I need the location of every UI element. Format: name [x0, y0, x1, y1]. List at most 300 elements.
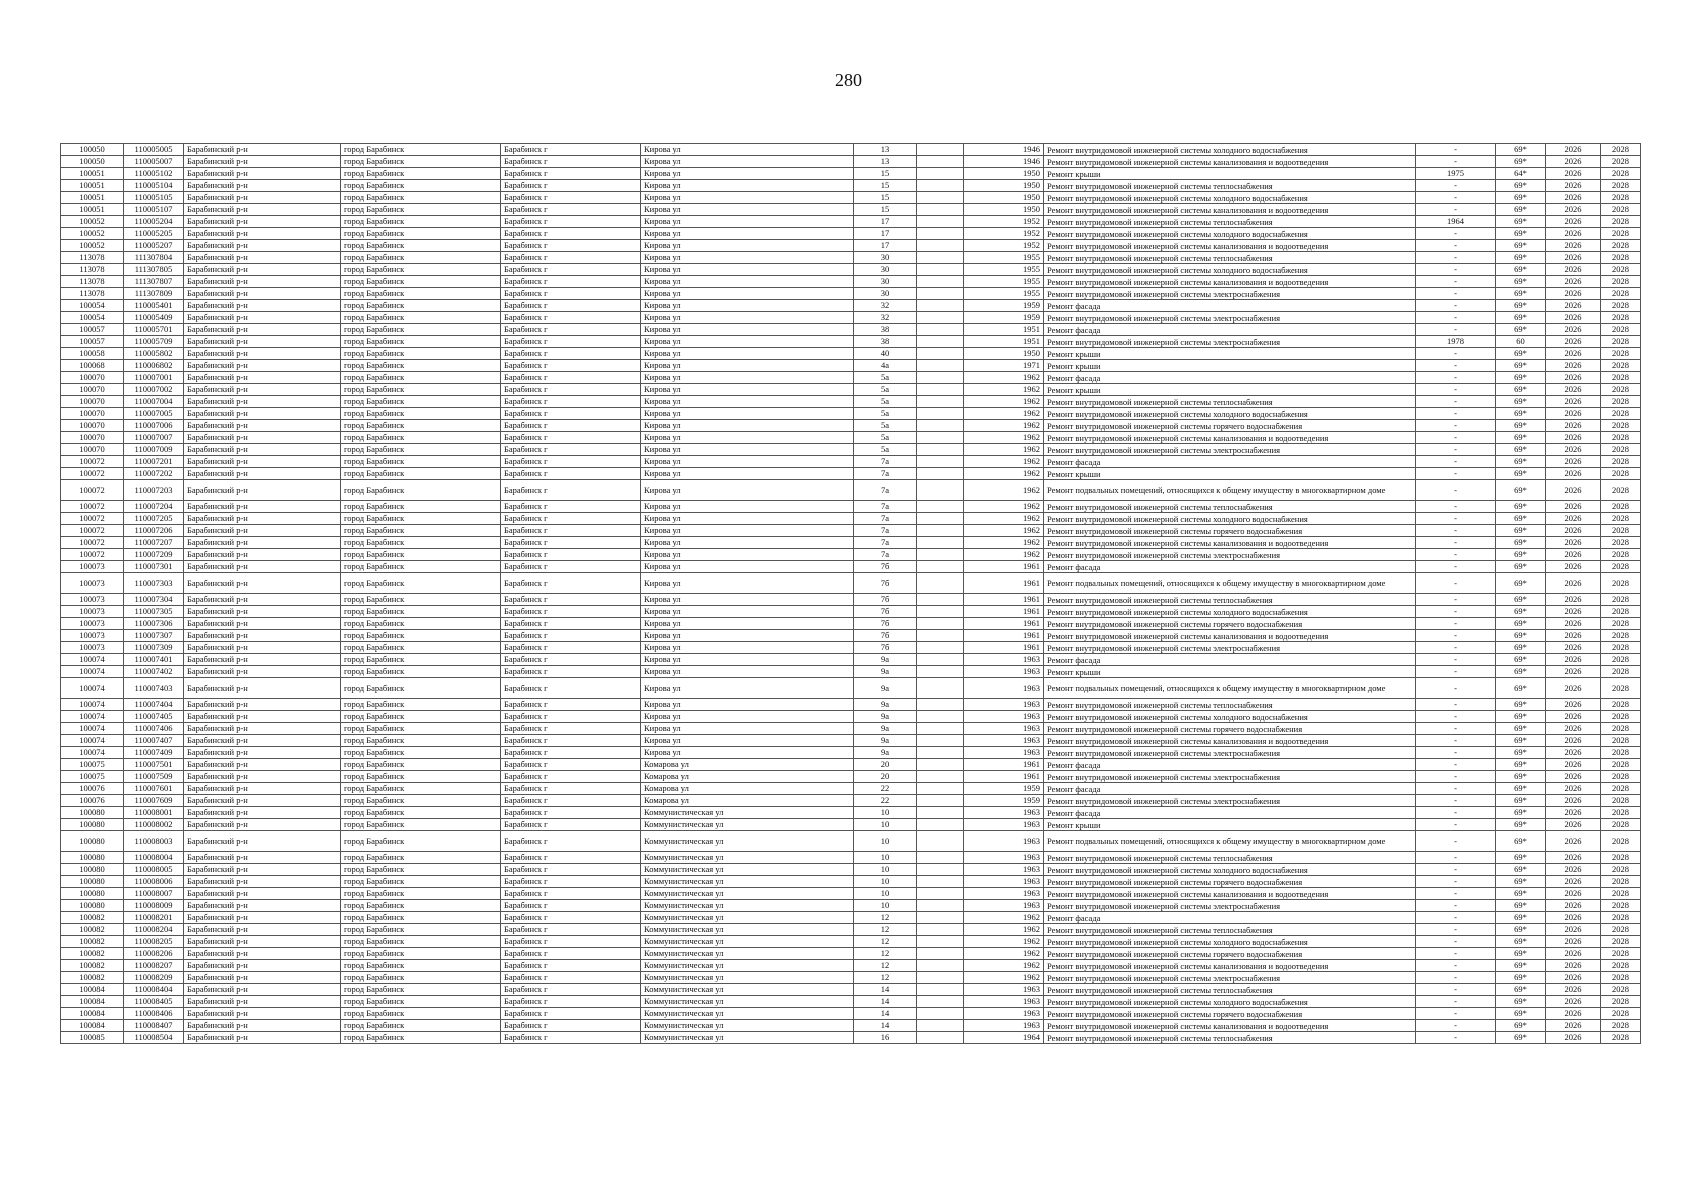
cell-street: Кирова ул — [641, 324, 854, 336]
cell-house-number: 7б — [854, 573, 917, 594]
cell-year-built: 1961 — [964, 606, 1044, 618]
cell-settlement: Барабинск г — [501, 642, 641, 654]
cell-building — [917, 618, 964, 630]
cell-plan-end-year: 2028 — [1601, 900, 1641, 912]
cell-house-id: 100082 — [61, 948, 124, 960]
cell-municipality: город Барабинск — [341, 480, 501, 501]
cell-house-number: 15 — [854, 192, 917, 204]
cell-work-id: 110005007 — [124, 156, 184, 168]
cell-last-repair-year: - — [1416, 513, 1496, 525]
cell-settlement: Барабинск г — [501, 420, 641, 432]
cell-wear-percent: 69* — [1496, 876, 1546, 888]
cell-municipality: город Барабинск — [341, 783, 501, 795]
cell-street: Кирова ул — [641, 456, 854, 468]
cell-plan-end-year: 2028 — [1601, 984, 1641, 996]
cell-work-type: Ремонт внутридомовой инженерной системы горячего водоснабжения — [1044, 525, 1416, 537]
cell-year-built: 1963 — [964, 666, 1044, 678]
cell-settlement: Барабинск г — [501, 888, 641, 900]
cell-work-id: 110007509 — [124, 771, 184, 783]
cell-district: Барабинский р-н — [184, 228, 341, 240]
cell-plan-end-year: 2028 — [1601, 807, 1641, 819]
cell-plan-end-year: 2028 — [1601, 771, 1641, 783]
cell-settlement: Барабинск г — [501, 771, 641, 783]
cell-street: Кирова ул — [641, 525, 854, 537]
cell-last-repair-year: - — [1416, 1020, 1496, 1032]
cell-wear-percent: 69* — [1496, 996, 1546, 1008]
cell-work-id: 110006802 — [124, 360, 184, 372]
cell-building — [917, 372, 964, 384]
capital-repair-table — [60, 143, 1641, 1044]
cell-wear-percent: 69* — [1496, 348, 1546, 360]
table-row — [61, 336, 1641, 348]
cell-year-built: 1952 — [964, 216, 1044, 228]
cell-wear-percent: 69* — [1496, 960, 1546, 972]
cell-district: Барабинский р-н — [184, 420, 341, 432]
cell-building — [917, 678, 964, 699]
cell-district: Барабинский р-н — [184, 432, 341, 444]
cell-house-number: 7б — [854, 561, 917, 573]
table-row — [61, 192, 1641, 204]
cell-plan-start-year: 2026 — [1546, 936, 1601, 948]
cell-house-number: 14 — [854, 1020, 917, 1032]
cell-plan-start-year: 2026 — [1546, 876, 1601, 888]
cell-house-id: 100073 — [61, 594, 124, 606]
cell-building — [917, 288, 964, 300]
cell-work-id: 110005207 — [124, 240, 184, 252]
cell-district: Барабинский р-н — [184, 156, 341, 168]
cell-work-type: Ремонт фасада — [1044, 300, 1416, 312]
cell-last-repair-year: - — [1416, 864, 1496, 876]
cell-municipality: город Барабинск — [341, 501, 501, 513]
cell-building — [917, 300, 964, 312]
cell-plan-end-year: 2028 — [1601, 888, 1641, 900]
cell-wear-percent: 69* — [1496, 924, 1546, 936]
cell-last-repair-year: 1978 — [1416, 336, 1496, 348]
cell-year-built: 1946 — [964, 144, 1044, 156]
cell-house-id: 100082 — [61, 924, 124, 936]
cell-municipality: город Барабинск — [341, 642, 501, 654]
cell-house-id: 100084 — [61, 984, 124, 996]
cell-plan-end-year: 2028 — [1601, 288, 1641, 300]
cell-wear-percent: 69* — [1496, 360, 1546, 372]
cell-plan-end-year: 2028 — [1601, 699, 1641, 711]
cell-plan-end-year: 2028 — [1601, 156, 1641, 168]
cell-wear-percent: 69* — [1496, 372, 1546, 384]
cell-district: Барабинский р-н — [184, 771, 341, 783]
cell-last-repair-year: - — [1416, 654, 1496, 666]
cell-year-built: 1963 — [964, 864, 1044, 876]
cell-house-id: 113078 — [61, 264, 124, 276]
cell-plan-start-year: 2026 — [1546, 594, 1601, 606]
cell-house-id: 100070 — [61, 432, 124, 444]
cell-plan-end-year: 2028 — [1601, 924, 1641, 936]
cell-street: Комарова ул — [641, 759, 854, 771]
cell-plan-end-year: 2028 — [1601, 180, 1641, 192]
cell-work-type: Ремонт внутридомовой инженерной системы холодного водоснабжения — [1044, 192, 1416, 204]
cell-district: Барабинский р-н — [184, 831, 341, 852]
cell-street: Комарова ул — [641, 783, 854, 795]
cell-plan-end-year: 2028 — [1601, 747, 1641, 759]
cell-last-repair-year: - — [1416, 372, 1496, 384]
cell-settlement: Барабинск г — [501, 192, 641, 204]
cell-settlement: Барабинск г — [501, 972, 641, 984]
cell-house-number: 7а — [854, 456, 917, 468]
cell-settlement: Барабинск г — [501, 1032, 641, 1044]
table-row — [61, 795, 1641, 807]
cell-plan-end-year: 2028 — [1601, 432, 1641, 444]
cell-work-type: Ремонт внутридомовой инженерной системы холодного водоснабжения — [1044, 228, 1416, 240]
table-body — [61, 144, 1641, 1044]
cell-settlement: Барабинск г — [501, 936, 641, 948]
table-row — [61, 735, 1641, 747]
cell-district: Барабинский р-н — [184, 912, 341, 924]
cell-wear-percent: 69* — [1496, 759, 1546, 771]
cell-municipality: город Барабинск — [341, 984, 501, 996]
cell-street: Кирова ул — [641, 240, 854, 252]
table-row — [61, 831, 1641, 852]
cell-wear-percent: 69* — [1496, 252, 1546, 264]
cell-year-built: 1963 — [964, 852, 1044, 864]
cell-year-built: 1959 — [964, 312, 1044, 324]
cell-work-type: Ремонт внутридомовой инженерной системы горячего водоснабжения — [1044, 723, 1416, 735]
cell-year-built: 1963 — [964, 1020, 1044, 1032]
cell-house-id: 100073 — [61, 618, 124, 630]
cell-work-type: Ремонт крыши — [1044, 360, 1416, 372]
cell-work-type: Ремонт внутридомовой инженерной системы электроснабжения — [1044, 747, 1416, 759]
cell-building — [917, 192, 964, 204]
cell-work-type: Ремонт внутридомовой инженерной системы канализования и водоотведения — [1044, 156, 1416, 168]
cell-house-id: 100085 — [61, 1032, 124, 1044]
cell-work-id: 111307809 — [124, 288, 184, 300]
cell-plan-end-year: 2028 — [1601, 525, 1641, 537]
cell-house-number: 17 — [854, 228, 917, 240]
cell-work-id: 110007205 — [124, 513, 184, 525]
cell-year-built: 1961 — [964, 642, 1044, 654]
cell-work-id: 110008007 — [124, 888, 184, 900]
cell-house-id: 100052 — [61, 216, 124, 228]
cell-plan-end-year: 2028 — [1601, 513, 1641, 525]
cell-street: Кирова ул — [641, 228, 854, 240]
table-row — [61, 666, 1641, 678]
cell-house-id: 100051 — [61, 192, 124, 204]
cell-district: Барабинский р-н — [184, 747, 341, 759]
cell-wear-percent: 69* — [1496, 606, 1546, 618]
cell-work-type: Ремонт фасада — [1044, 654, 1416, 666]
cell-year-built: 1962 — [964, 549, 1044, 561]
cell-settlement: Барабинск г — [501, 912, 641, 924]
cell-plan-start-year: 2026 — [1546, 192, 1601, 204]
cell-wear-percent: 69* — [1496, 216, 1546, 228]
cell-district: Барабинский р-н — [184, 711, 341, 723]
cell-building — [917, 444, 964, 456]
cell-work-id: 110007201 — [124, 456, 184, 468]
cell-year-built: 1962 — [964, 432, 1044, 444]
cell-wear-percent: 69* — [1496, 300, 1546, 312]
cell-district: Барабинский р-н — [184, 501, 341, 513]
cell-house-id: 100074 — [61, 666, 124, 678]
cell-wear-percent: 69* — [1496, 618, 1546, 630]
cell-wear-percent: 69* — [1496, 444, 1546, 456]
cell-work-id: 110008005 — [124, 864, 184, 876]
table-row — [61, 561, 1641, 573]
cell-district: Барабинский р-н — [184, 984, 341, 996]
cell-wear-percent: 69* — [1496, 735, 1546, 747]
cell-building — [917, 168, 964, 180]
cell-plan-start-year: 2026 — [1546, 960, 1601, 972]
cell-wear-percent: 69* — [1496, 480, 1546, 501]
cell-work-id: 110008009 — [124, 900, 184, 912]
cell-settlement: Барабинск г — [501, 783, 641, 795]
cell-plan-start-year: 2026 — [1546, 654, 1601, 666]
cell-house-number: 7а — [854, 501, 917, 513]
cell-work-id: 110008006 — [124, 876, 184, 888]
cell-work-id: 110008002 — [124, 819, 184, 831]
cell-work-id: 110008406 — [124, 1008, 184, 1020]
cell-year-built: 1952 — [964, 240, 1044, 252]
table-row — [61, 312, 1641, 324]
cell-street: Коммунистическая ул — [641, 807, 854, 819]
cell-plan-end-year: 2028 — [1601, 783, 1641, 795]
cell-municipality: город Барабинск — [341, 1008, 501, 1020]
table-row — [61, 513, 1641, 525]
cell-last-repair-year: - — [1416, 264, 1496, 276]
cell-house-number: 9а — [854, 723, 917, 735]
cell-work-type: Ремонт фасада — [1044, 759, 1416, 771]
cell-work-id: 110007309 — [124, 642, 184, 654]
cell-plan-end-year: 2028 — [1601, 420, 1641, 432]
cell-district: Барабинский р-н — [184, 783, 341, 795]
cell-wear-percent: 69* — [1496, 468, 1546, 480]
cell-year-built: 1950 — [964, 180, 1044, 192]
cell-plan-start-year: 2026 — [1546, 204, 1601, 216]
cell-work-type: Ремонт подвальных помещений, относящихся к общему имуществу в многоквартирном доме — [1044, 573, 1416, 594]
cell-last-repair-year: - — [1416, 192, 1496, 204]
cell-wear-percent: 69* — [1496, 831, 1546, 852]
table-row — [61, 276, 1641, 288]
cell-work-id: 111307804 — [124, 252, 184, 264]
cell-last-repair-year: - — [1416, 888, 1496, 900]
cell-building — [917, 654, 964, 666]
cell-work-type: Ремонт внутридомовой инженерной системы канализования и водоотведения — [1044, 240, 1416, 252]
cell-work-type: Ремонт внутридомовой инженерной системы холодного водоснабжения — [1044, 711, 1416, 723]
cell-work-type: Ремонт внутридомовой инженерной системы теплоснабжения — [1044, 852, 1416, 864]
cell-house-number: 38 — [854, 324, 917, 336]
cell-settlement: Барабинск г — [501, 324, 641, 336]
cell-settlement: Барабинск г — [501, 432, 641, 444]
cell-work-type: Ремонт подвальных помещений, относящихся к общему имуществу в многоквартирном доме — [1044, 678, 1416, 699]
cell-building — [917, 1020, 964, 1032]
cell-house-id: 100073 — [61, 573, 124, 594]
cell-year-built: 1962 — [964, 972, 1044, 984]
table-row — [61, 852, 1641, 864]
cell-plan-start-year: 2026 — [1546, 312, 1601, 324]
cell-year-built: 1961 — [964, 573, 1044, 594]
cell-wear-percent: 69* — [1496, 771, 1546, 783]
cell-settlement: Барабинск г — [501, 240, 641, 252]
cell-street: Кирова ул — [641, 699, 854, 711]
cell-house-id: 113078 — [61, 252, 124, 264]
cell-wear-percent: 69* — [1496, 807, 1546, 819]
cell-municipality: город Барабинск — [341, 192, 501, 204]
cell-year-built: 1961 — [964, 759, 1044, 771]
cell-plan-end-year: 2028 — [1601, 852, 1641, 864]
cell-street: Кирова ул — [641, 468, 854, 480]
cell-municipality: город Барабинск — [341, 948, 501, 960]
cell-plan-start-year: 2026 — [1546, 384, 1601, 396]
table-row — [61, 456, 1641, 468]
cell-plan-start-year: 2026 — [1546, 456, 1601, 468]
cell-house-number: 5а — [854, 444, 917, 456]
cell-work-type: Ремонт подвальных помещений, относящихся к общему имуществу в многоквартирном доме — [1044, 831, 1416, 852]
cell-year-built: 1962 — [964, 444, 1044, 456]
cell-municipality: город Барабинск — [341, 900, 501, 912]
cell-settlement: Барабинск г — [501, 795, 641, 807]
cell-building — [917, 501, 964, 513]
cell-house-number: 5а — [854, 408, 917, 420]
cell-wear-percent: 69* — [1496, 276, 1546, 288]
cell-municipality: город Барабинск — [341, 444, 501, 456]
cell-work-type: Ремонт внутридомовой инженерной системы электроснабжения — [1044, 642, 1416, 654]
cell-wear-percent: 69* — [1496, 192, 1546, 204]
cell-district: Барабинский р-н — [184, 864, 341, 876]
cell-work-id: 110005107 — [124, 204, 184, 216]
cell-street: Коммунистическая ул — [641, 1032, 854, 1044]
cell-wear-percent: 69* — [1496, 642, 1546, 654]
cell-last-repair-year: - — [1416, 912, 1496, 924]
cell-work-type: Ремонт фасада — [1044, 324, 1416, 336]
cell-work-type: Ремонт подвальных помещений, относящихся к общему имуществу в многоквартирном доме — [1044, 480, 1416, 501]
cell-house-id: 100080 — [61, 819, 124, 831]
table-row — [61, 630, 1641, 642]
cell-work-id: 110005005 — [124, 144, 184, 156]
cell-street: Кирова ул — [641, 666, 854, 678]
cell-house-id: 100073 — [61, 561, 124, 573]
cell-settlement: Барабинск г — [501, 864, 641, 876]
cell-year-built: 1971 — [964, 360, 1044, 372]
cell-settlement: Барабинск г — [501, 819, 641, 831]
cell-district: Барабинский р-н — [184, 288, 341, 300]
cell-municipality: город Барабинск — [341, 537, 501, 549]
cell-work-id: 110007001 — [124, 372, 184, 384]
cell-last-repair-year: - — [1416, 252, 1496, 264]
cell-building — [917, 831, 964, 852]
table-row — [61, 924, 1641, 936]
cell-house-id: 100080 — [61, 888, 124, 900]
cell-year-built: 1963 — [964, 1008, 1044, 1020]
cell-house-id: 100050 — [61, 156, 124, 168]
cell-last-repair-year: - — [1416, 972, 1496, 984]
cell-house-number: 15 — [854, 204, 917, 216]
cell-plan-end-year: 2028 — [1601, 630, 1641, 642]
cell-municipality: город Барабинск — [341, 204, 501, 216]
cell-work-id: 110005105 — [124, 192, 184, 204]
cell-house-id: 100057 — [61, 336, 124, 348]
cell-building — [917, 312, 964, 324]
cell-building — [917, 156, 964, 168]
cell-settlement: Барабинск г — [501, 573, 641, 594]
cell-year-built: 1950 — [964, 204, 1044, 216]
cell-plan-start-year: 2026 — [1546, 759, 1601, 771]
cell-district: Барабинский р-н — [184, 723, 341, 735]
cell-work-id: 110007403 — [124, 678, 184, 699]
cell-work-type: Ремонт внутридомовой инженерной системы теплоснабжения — [1044, 501, 1416, 513]
cell-house-id: 100082 — [61, 972, 124, 984]
table-row — [61, 156, 1641, 168]
cell-district: Барабинский р-н — [184, 960, 341, 972]
cell-plan-end-year: 2028 — [1601, 723, 1641, 735]
cell-street: Кирова ул — [641, 408, 854, 420]
cell-house-id: 100074 — [61, 678, 124, 699]
cell-last-repair-year: 1975 — [1416, 168, 1496, 180]
cell-house-id: 100084 — [61, 996, 124, 1008]
cell-plan-end-year: 2028 — [1601, 396, 1641, 408]
cell-district: Барабинский р-н — [184, 876, 341, 888]
cell-district: Барабинский р-н — [184, 192, 341, 204]
table-row — [61, 216, 1641, 228]
cell-street: Коммунистическая ул — [641, 876, 854, 888]
cell-plan-start-year: 2026 — [1546, 276, 1601, 288]
table-row — [61, 642, 1641, 654]
cell-settlement: Барабинск г — [501, 336, 641, 348]
cell-house-id: 100051 — [61, 168, 124, 180]
cell-building — [917, 783, 964, 795]
cell-district: Барабинский р-н — [184, 936, 341, 948]
cell-last-repair-year: - — [1416, 480, 1496, 501]
cell-last-repair-year: - — [1416, 606, 1496, 618]
cell-district: Барабинский р-н — [184, 324, 341, 336]
cell-year-built: 1962 — [964, 456, 1044, 468]
cell-house-number: 17 — [854, 240, 917, 252]
cell-municipality: город Барабинск — [341, 666, 501, 678]
cell-plan-start-year: 2026 — [1546, 1020, 1601, 1032]
cell-settlement: Барабинск г — [501, 678, 641, 699]
cell-wear-percent: 69* — [1496, 783, 1546, 795]
cell-house-id: 100072 — [61, 501, 124, 513]
cell-settlement: Барабинск г — [501, 606, 641, 618]
cell-house-number: 4а — [854, 360, 917, 372]
cell-settlement: Барабинск г — [501, 348, 641, 360]
cell-last-repair-year: - — [1416, 573, 1496, 594]
cell-work-id: 110007307 — [124, 630, 184, 642]
cell-plan-start-year: 2026 — [1546, 984, 1601, 996]
cell-work-type: Ремонт внутридомовой инженерной системы канализования и водоотведения — [1044, 960, 1416, 972]
cell-district: Барабинский р-н — [184, 735, 341, 747]
cell-year-built: 1962 — [964, 468, 1044, 480]
cell-street: Коммунистическая ул — [641, 888, 854, 900]
cell-plan-start-year: 2026 — [1546, 501, 1601, 513]
cell-plan-end-year: 2028 — [1601, 561, 1641, 573]
cell-district: Барабинский р-н — [184, 759, 341, 771]
cell-work-id: 110007207 — [124, 537, 184, 549]
cell-street: Кирова ул — [641, 537, 854, 549]
cell-house-number: 7а — [854, 468, 917, 480]
cell-building — [917, 771, 964, 783]
cell-street: Кирова ул — [641, 561, 854, 573]
cell-work-id: 110008209 — [124, 972, 184, 984]
cell-house-id: 100054 — [61, 300, 124, 312]
cell-plan-start-year: 2026 — [1546, 819, 1601, 831]
cell-district: Барабинский р-н — [184, 678, 341, 699]
cell-building — [917, 216, 964, 228]
cell-wear-percent: 69* — [1496, 900, 1546, 912]
cell-house-id: 100084 — [61, 1008, 124, 1020]
cell-building — [917, 408, 964, 420]
cell-wear-percent: 69* — [1496, 456, 1546, 468]
cell-settlement: Барабинск г — [501, 180, 641, 192]
table-row — [61, 936, 1641, 948]
cell-wear-percent: 69* — [1496, 1020, 1546, 1032]
cell-settlement: Барабинск г — [501, 360, 641, 372]
